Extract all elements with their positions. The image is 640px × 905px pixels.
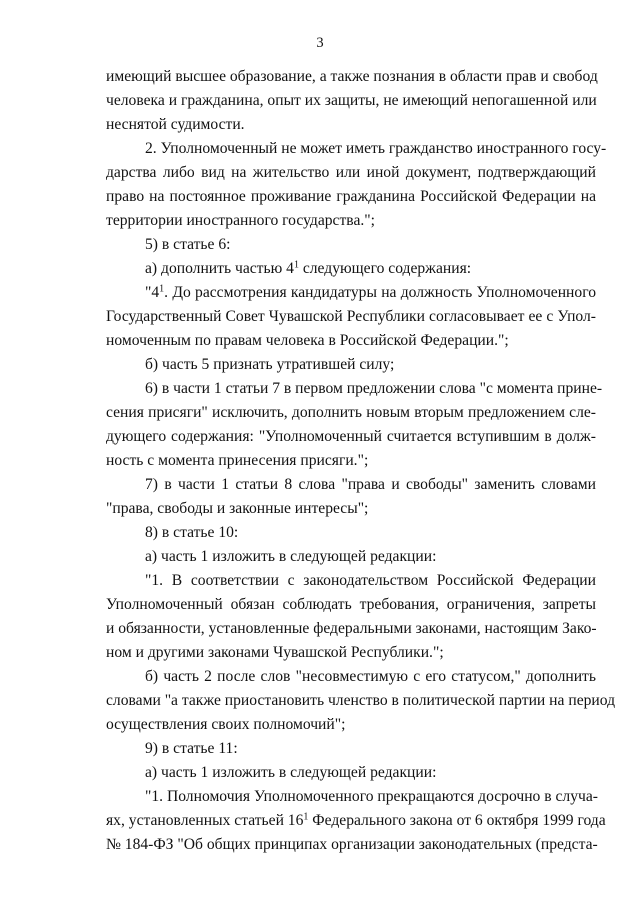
text-run: ном и другими законами Чувашской Республики."; (106, 644, 444, 661)
text-line (145, 571, 596, 591)
text-run: человека и гражданина, опыт их защиты, не имеющий непогашенной или (106, 92, 597, 109)
text-line (145, 547, 436, 567)
text-run: территории иностранного государства."; (106, 212, 375, 229)
text-run: а) дополнить частью 4 (145, 260, 294, 277)
text-run: 8) в статье 10: (145, 524, 239, 541)
superscript: 1 (303, 811, 309, 823)
text-line (145, 763, 436, 783)
text-line (106, 91, 596, 111)
text-line (145, 379, 603, 399)
superscript: 1 (293, 259, 299, 271)
text-line (106, 619, 596, 639)
text-run: б) часть 5 признать утратившей силу; (145, 356, 395, 373)
text-run: "4 (145, 284, 160, 301)
text-line (145, 667, 596, 687)
text-line (145, 739, 238, 759)
text-run: б) часть 2 после слов "несовместимую с его статусом," дополнить (145, 668, 596, 685)
text-line (145, 283, 596, 303)
text-line (106, 499, 368, 519)
text-run: Федерального закона от 6 октября 1999 года (308, 812, 606, 829)
text-line (106, 211, 375, 231)
text-run: . До рассмотрения кандидатуры на должность Уполномоченного (164, 284, 596, 301)
text-line (145, 259, 471, 279)
text-line (106, 811, 606, 831)
text-run: дарства либо вид на жительство или иной документ, подтверждающий (106, 164, 596, 181)
text-line (106, 691, 616, 711)
text-line (106, 835, 596, 855)
text-line (145, 787, 596, 807)
text-run: словами "а также приостановить членство в политической партии на период (106, 692, 616, 709)
text-line (145, 523, 238, 543)
page-number: 3 (316, 35, 324, 51)
text-line (106, 331, 509, 351)
text-line (106, 403, 596, 423)
text-line (106, 307, 596, 327)
text-line (145, 235, 230, 255)
text-run: а) часть 1 изложить в следующей редакции: (145, 764, 437, 781)
text-line (106, 115, 245, 135)
text-run: 7) в части 1 статьи 8 слова "права и свободы" заменить словами (145, 476, 596, 493)
text-run: имеющий высшее образование, а также познания в области прав и свобод (106, 68, 598, 85)
text-line (106, 427, 596, 447)
text-run: № 184-ФЗ "Об общих принципах организации законодательных (предста- (106, 836, 598, 853)
text-run: осуществления своих полномочий"; (106, 716, 346, 733)
text-line (106, 187, 596, 207)
text-line (145, 475, 596, 495)
text-run: 5) в статье 6: (145, 236, 231, 253)
text-line (145, 139, 607, 159)
text-line (106, 163, 596, 183)
text-run: и обязанности, установленные федеральными законами, настоящим Зако- (106, 620, 597, 637)
text-run: Уполномоченный обязан соблюдать требования, ограничения, запреты (106, 596, 596, 613)
text-run: право на постоянное проживание гражданина Российской Федерации на (106, 188, 596, 205)
text-run: следующего содержания: (298, 260, 472, 277)
text-run: ях, установленных статьей 16 (106, 812, 304, 829)
text-run: ность с момента принесения присяги."; (106, 452, 369, 469)
text-line (106, 67, 596, 87)
text-run: неснятой судимости. (106, 116, 245, 133)
text-run: "1. В соответствии с законодательством Российской Федерации (145, 572, 596, 589)
text-run: дующего содержания: "Уполномоченный считается вступившим в долж- (106, 428, 596, 445)
text-run: 9) в статье 11: (145, 740, 238, 757)
text-line (106, 451, 368, 471)
text-line (145, 355, 394, 375)
text-run: 2. Уполномоченный не может иметь гражданство иностранного госу- (145, 140, 607, 157)
text-run: "права, свободы и законные интересы"; (106, 500, 369, 517)
superscript: 1 (159, 283, 165, 295)
text-run: номоченным по правам человека в Российской Федерации."; (106, 332, 509, 349)
text-run: Государственный Совет Чувашской Республики согласовывает ее с Упол- (106, 308, 596, 325)
text-line (106, 715, 345, 735)
text-line (106, 595, 596, 615)
text-run: сения присяги" исключить, дополнить новым вторым предложением сле- (106, 404, 596, 421)
text-run: а) часть 1 изложить в следующей редакции: (145, 548, 437, 565)
text-line (106, 643, 444, 663)
text-run: "1. Полномочия Уполномоченного прекращаются досрочно в случа- (145, 788, 598, 805)
text-run: 6) в части 1 статьи 7 в первом предложении слова "с момента прине- (145, 380, 603, 397)
